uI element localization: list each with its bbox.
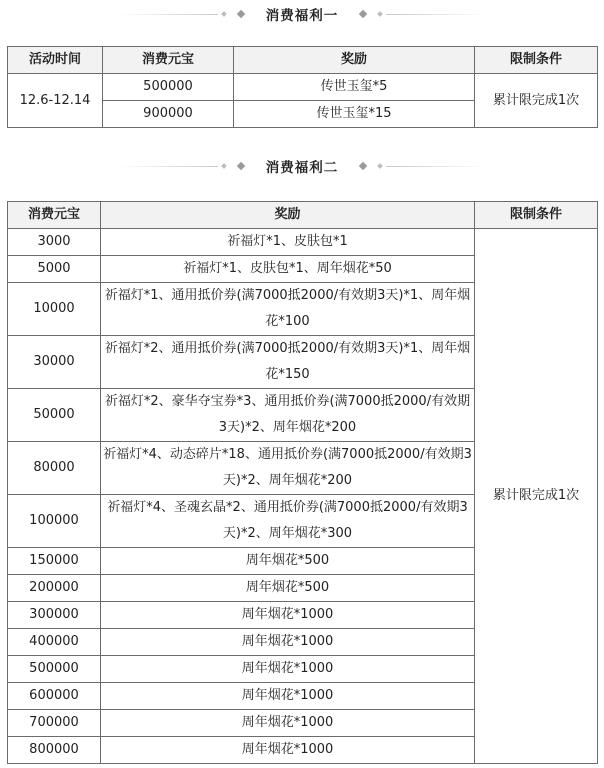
limit-cell: 累计限完成1次 [475, 74, 598, 128]
amount-cell: 600000 [8, 683, 101, 710]
table-header-row [8, 47, 598, 74]
amount-cell: 500000 [8, 656, 101, 683]
amount-cell: 80000 [8, 442, 101, 495]
benefit-table-2 [7, 201, 598, 764]
reward-cell: 祈福灯*4、圣魂玄晶*2、通用抵价券(满7000抵2000/有效期3天)*2、周年烟花*300 [101, 495, 475, 548]
reward-cell: 祈福灯*2、豪华夺宝券*3、通用抵价券(满7000抵2000/有效期3天)*2、周年烟花*200 [101, 389, 475, 442]
reward-cell: 祈福灯*1、皮肤包*1、周年烟花*50 [101, 256, 475, 283]
amount-cell: 100000 [8, 495, 101, 548]
reward-cell: 周年烟花*1000 [101, 737, 475, 764]
table-header-row [8, 202, 598, 229]
amount-cell: 800000 [8, 737, 101, 764]
amount-cell: 150000 [8, 548, 101, 575]
amount-cell: 500000 [103, 74, 234, 101]
reward-cell: 周年烟花*1000 [101, 602, 475, 629]
header-cell: 限制条件 [475, 202, 598, 229]
header-cell: 消费元宝 [8, 202, 101, 229]
divider-line [386, 166, 486, 167]
amount-cell: 5000 [8, 256, 101, 283]
reward-cell: 周年烟花*1000 [101, 683, 475, 710]
amount-cell: 900000 [103, 101, 234, 128]
reward-cell: 传世玉玺*15 [234, 101, 475, 128]
table-row [8, 229, 598, 256]
benefit-table-1 [7, 46, 598, 128]
diamond-ornament-icon [221, 11, 227, 17]
diamond-ornament-icon [377, 11, 383, 17]
reward-cell: 祈福灯*1、皮肤包*1 [101, 229, 475, 256]
diamond-ornament-icon [237, 162, 245, 170]
reward-cell: 传世玉玺*5 [234, 74, 475, 101]
amount-cell: 3000 [8, 229, 101, 256]
section-title: 消费福利二 [265, 160, 339, 176]
reward-cell: 周年烟花*500 [101, 548, 475, 575]
amount-cell: 400000 [8, 629, 101, 656]
amount-cell: 10000 [8, 283, 101, 336]
limit-cell: 累计限完成1次 [475, 229, 598, 764]
diamond-ornament-icon [377, 163, 383, 169]
reward-cell: 周年烟花*1000 [101, 656, 475, 683]
divider-line [386, 14, 486, 15]
reward-cell: 祈福灯*2、通用抵价券(满7000抵2000/有效期3天)*1、周年烟花*150 [101, 336, 475, 389]
table-row [8, 74, 598, 101]
section-title: 消费福利一 [265, 8, 339, 24]
header-cell: 限制条件 [475, 47, 598, 74]
amount-cell: 30000 [8, 336, 101, 389]
reward-cell: 周年烟花*1000 [101, 629, 475, 656]
amount-cell: 300000 [8, 602, 101, 629]
header-cell: 消费元宝 [103, 47, 234, 74]
header-cell: 活动时间 [8, 47, 103, 74]
activity-time-cell: 12.6-12.14 [8, 74, 103, 128]
divider-line [118, 166, 218, 167]
section-title-bar [0, 3, 604, 25]
diamond-ornament-icon [221, 163, 227, 169]
reward-cell: 祈福灯*1、通用抵价券(满7000抵2000/有效期3天)*1、周年烟花*100 [101, 283, 475, 336]
reward-cell: 周年烟花*1000 [101, 710, 475, 737]
reward-cell: 祈福灯*4、动态碎片*18、通用抵价券(满7000抵2000/有效期3天)*2、周年烟花*200 [101, 442, 475, 495]
section-title-bar [0, 155, 604, 177]
header-cell: 奖励 [101, 202, 475, 229]
diamond-ornament-icon [237, 10, 245, 18]
header-cell: 奖励 [234, 47, 475, 74]
reward-cell: 周年烟花*500 [101, 575, 475, 602]
amount-cell: 50000 [8, 389, 101, 442]
divider-line [118, 14, 218, 15]
amount-cell: 700000 [8, 710, 101, 737]
diamond-ornament-icon [359, 10, 367, 18]
amount-cell: 200000 [8, 575, 101, 602]
diamond-ornament-icon [359, 162, 367, 170]
